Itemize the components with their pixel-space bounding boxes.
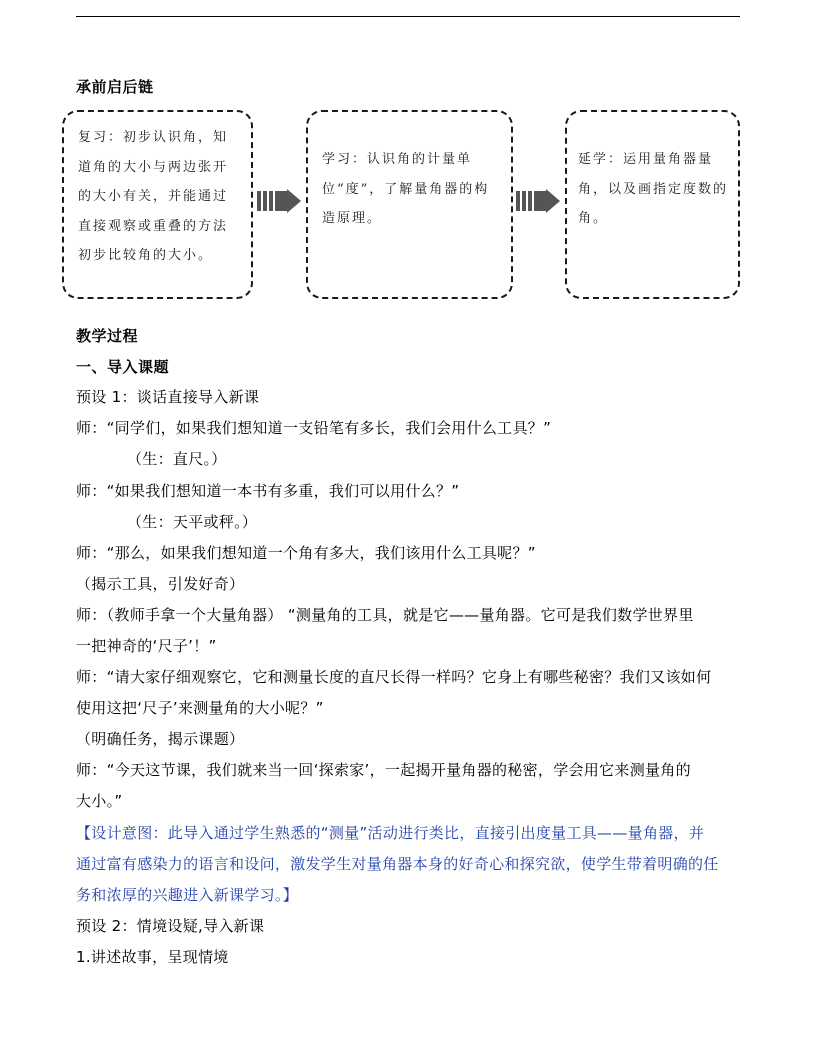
header-rule bbox=[76, 16, 740, 17]
step-1: 1.讲述故事，呈现情境 bbox=[76, 948, 229, 966]
review-text: 复习：初步认识角，知道角的大小与两边张开的大小有关，并能通过直接观察或重叠的方法初步比较角的大小。 bbox=[78, 130, 229, 263]
student-answer: （生：天平或秤。） bbox=[127, 513, 258, 531]
heading-bridge: 承前启后链 bbox=[76, 78, 154, 96]
arrow-right-icon bbox=[257, 189, 301, 213]
extend-box bbox=[565, 110, 740, 299]
dialogue-line: 一把神奇的‘尺子’！” bbox=[76, 637, 217, 655]
design-intent: 务和浓厚的兴趣进入新课学习。】 bbox=[76, 886, 299, 904]
stage-note: （揭示工具，引发好奇） bbox=[76, 575, 245, 593]
heading-process: 教学过程 bbox=[76, 327, 139, 345]
dialogue-line: 师：“请大家仔细观察它，它和测量长度的直尺长得一样吗？它身上有哪些秘密？我们又该如何 bbox=[76, 668, 712, 686]
dialogue-line: 师：“同学们，如果我们想知道一支铅笔有多长，我们会用什么工具？” bbox=[76, 419, 552, 437]
stage-note: （明确任务，揭示课题） bbox=[76, 730, 245, 748]
dialogue-line: 师：“今天这节课，我们就来当一回‘探索家’，一起揭开量角器的秘密，学会用它来测量角的 bbox=[76, 761, 691, 779]
design-intent: 通过富有感染力的语言和设问，激发学生对量角器本身的好奇心和探究欲，使学生带着明确的任 bbox=[76, 855, 719, 873]
dialogue-line: 大小。” bbox=[76, 792, 123, 810]
dialogue-line: 使用这把‘尺子’来测量角的大小呢？” bbox=[76, 699, 324, 717]
dialogue-line: 师：“如果我们想知道一本书有多重，我们可以用什么？” bbox=[76, 482, 460, 500]
learn-text: 学习：认识角的计量单位“度”，了解量角器的构造原理。 bbox=[322, 152, 490, 226]
preset-2: 预设 2：情境设疑,导入新课 bbox=[76, 917, 265, 935]
dialogue-line: 师：“那么，如果我们想知道一个角有多大，我们该用什么工具呢？” bbox=[76, 544, 536, 562]
review-box bbox=[62, 110, 253, 299]
extend-text: 延学：运用量角器量角，以及画指定度数的角。 bbox=[578, 152, 729, 226]
design-intent: 【设计意图：此导入通过学生熟悉的“测量”活动进行类比，直接引出度量工具——量角器，并 bbox=[76, 824, 705, 842]
learn-box bbox=[306, 110, 513, 299]
heading-section1: 一、导入课题 bbox=[76, 358, 170, 376]
student-answer: （生：直尺。） bbox=[127, 450, 227, 468]
dialogue-line: 师：（教师手拿一个大量角器） “测量角的工具，就是它——量角器。它可是我们数学世界里 bbox=[76, 606, 694, 624]
arrow-right-icon bbox=[516, 189, 560, 213]
preset-1: 预设 1：谈话直接导入新课 bbox=[76, 388, 260, 406]
